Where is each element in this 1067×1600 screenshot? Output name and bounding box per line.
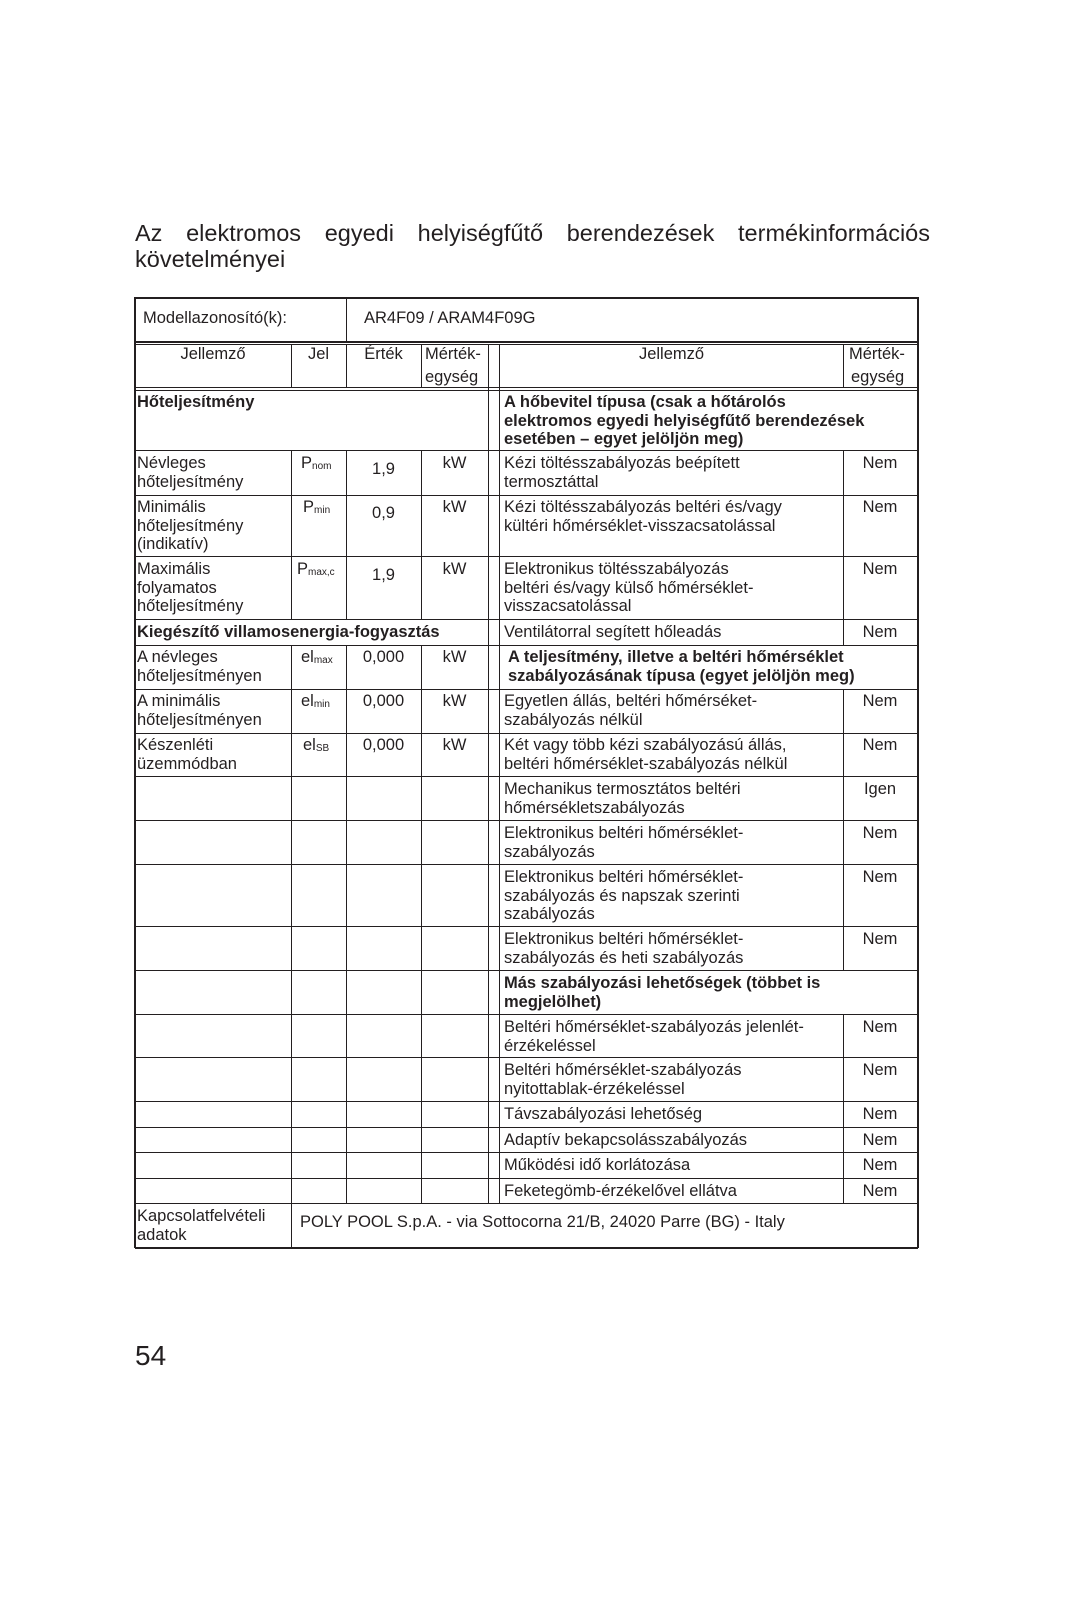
- right-row-16: Feketegömb-érzékelővel ellátva: [504, 1182, 737, 1200]
- right-row-4: Ventilátorral segített hőleadás: [504, 623, 722, 641]
- row-maximal-value: 1,9: [372, 566, 395, 584]
- row-nominal-value: 1,9: [372, 460, 395, 478]
- row-at-minimal-value: 0,000: [362, 692, 405, 710]
- header-mertek-right-1: Mérték-: [849, 345, 905, 363]
- header-ertek: Érték: [364, 345, 403, 363]
- header-jellemzo-right: Jellemző: [638, 345, 705, 363]
- right-row-10-value: Nem: [862, 930, 898, 948]
- right-row-3: Elektronikus töltésszabályozás beltéri és/vagy külső hőmérséklet- visszacsatolással: [504, 560, 754, 615]
- right-row-7-value: Igen: [863, 780, 897, 798]
- right-row-14: Adaptív bekapcsolásszabályozás: [504, 1131, 748, 1149]
- header-mertek-1: Mérték-: [425, 345, 481, 363]
- row-minimal-value: 0,9: [372, 504, 395, 522]
- control-type-header: A teljesítmény, illetve a beltéri hőmérséklet szabályozásának típusa (egyet jelöljön meg): [508, 648, 855, 685]
- right-row-1-value: Nem: [862, 454, 898, 472]
- row-nominal-label: Névleges hőteljesítmény: [137, 454, 244, 491]
- other-options-header: Más szabályozási lehetőségek (többet is megjelölhet): [504, 974, 821, 1011]
- row-at-nominal-symbol: $el_{max}$: [301, 648, 333, 666]
- right-row-12: Beltéri hőmérséklet-szabályozás nyitottablak-érzékeléssel: [504, 1061, 742, 1098]
- right-row-5-value: Nem: [862, 692, 898, 710]
- row-standby-label: Készenléti üzemmódban: [137, 736, 237, 773]
- row-standby-symbol: $el_{SB}$: [303, 736, 330, 754]
- right-row-6-value: Nem: [862, 736, 898, 754]
- right-row-2: Kézi töltésszabályozás beltéri és/vagy kültéri hőmérséklet-visszacsatolással: [504, 498, 782, 535]
- right-row-1: Kézi töltésszabályozás beépített termosztáttal: [504, 454, 740, 491]
- right-row-4-value: Nem: [862, 623, 898, 641]
- right-row-13-value: Nem: [862, 1105, 898, 1123]
- contact-label: Kapcsolatfelvételi adatok: [137, 1207, 266, 1244]
- right-row-5: Egyetlen állás, beltéri hőmérséket- szabályozás nélkül: [504, 692, 758, 729]
- header-jellemzo: Jellemző: [180, 345, 246, 363]
- row-at-nominal-value: 0,000: [362, 648, 405, 666]
- right-row-8-value: Nem: [862, 824, 898, 842]
- right-row-9: Elektronikus beltéri hőmérséklet- szabályozás és napszak szerinti szabályozás: [504, 868, 744, 923]
- header-jel: Jel: [307, 345, 330, 363]
- row-standby-value: 0,000: [362, 736, 405, 754]
- right-row-8: Elektronikus beltéri hőmérséklet- szabályozás: [504, 824, 744, 861]
- row-maximal-label: Maximális folyamatos hőteljesítmény: [137, 560, 244, 615]
- right-row-7: Mechanikus termosztátos beltéri hőmérsékletszabályozás: [504, 780, 741, 817]
- row-nominal-symbol: $P_{nom}$: [301, 454, 332, 472]
- row-at-nominal-label: A névleges hőteljesítményen: [137, 648, 262, 685]
- right-row-9-value: Nem: [862, 868, 898, 886]
- right-row-10: Elektronikus beltéri hőmérséklet- szabályozás és heti szabályozás: [504, 930, 744, 967]
- contact-value: POLY POOL S.p.A. - via Sottocorna 21/B, 24020 Parre (BG) - Italy: [300, 1213, 785, 1231]
- row-minimal-unit: kW: [442, 498, 467, 516]
- row-at-minimal-unit: kW: [442, 692, 467, 710]
- row-at-minimal-label: A minimális hőteljesítményen: [137, 692, 262, 729]
- right-row-11: Beltéri hőmérséklet-szabályozás jelenlét- érzékeléssel: [504, 1018, 804, 1055]
- model-label: Modellazonosító(k):: [143, 309, 287, 327]
- right-row-12-value: Nem: [862, 1061, 898, 1079]
- row-minimal-label: Minimális hőteljesítmény (indikatív): [137, 498, 244, 553]
- page-number: 54: [135, 1340, 167, 1371]
- right-row-13: Távszabályozási lehetőség: [504, 1105, 703, 1123]
- row-nominal-unit: kW: [442, 454, 467, 472]
- right-row-14-value: Nem: [862, 1131, 898, 1149]
- page-title: Az elektromos egyedi helyiségfűtő berendezések termékinformációs követelményei: [135, 220, 930, 272]
- right-row-2-value: Nem: [862, 498, 898, 516]
- right-row-15-value: Nem: [862, 1156, 898, 1174]
- row-at-minimal-symbol: $el_{min}$: [301, 692, 330, 710]
- model-value: AR4F09 / ARAM4F09G: [364, 309, 536, 327]
- row-at-nominal-unit: kW: [442, 648, 467, 666]
- header-mertek-right-2: egység: [851, 368, 905, 386]
- right-row-3-value: Nem: [862, 560, 898, 578]
- section-heat-output: Hőteljesítmény: [137, 393, 255, 411]
- row-minimal-symbol: $P_{min}$: [303, 498, 331, 516]
- heat-input-header: A hőbevitel típusa (csak a hőtárolós elektromos egyedi helyiségfűtő berendezések esetében – egyet jelöljön meg): [504, 393, 865, 448]
- right-row-15: Működési idő korlátozása: [504, 1156, 691, 1174]
- header-mertek-2: egység: [425, 368, 479, 386]
- right-row-16-value: Nem: [862, 1182, 898, 1200]
- row-maximal-symbol: $P_{max,c}$: [297, 560, 335, 578]
- right-row-11-value: Nem: [862, 1018, 898, 1036]
- row-maximal-unit: kW: [442, 560, 467, 578]
- right-row-6: Két vagy több kézi szabályozású állás, beltéri hőmérséklet-szabályozás nélkül: [504, 736, 788, 773]
- section-aux-consumption: Kiegészítő villamosenergia-fogyasztás: [137, 623, 440, 641]
- row-standby-unit: kW: [442, 736, 467, 754]
